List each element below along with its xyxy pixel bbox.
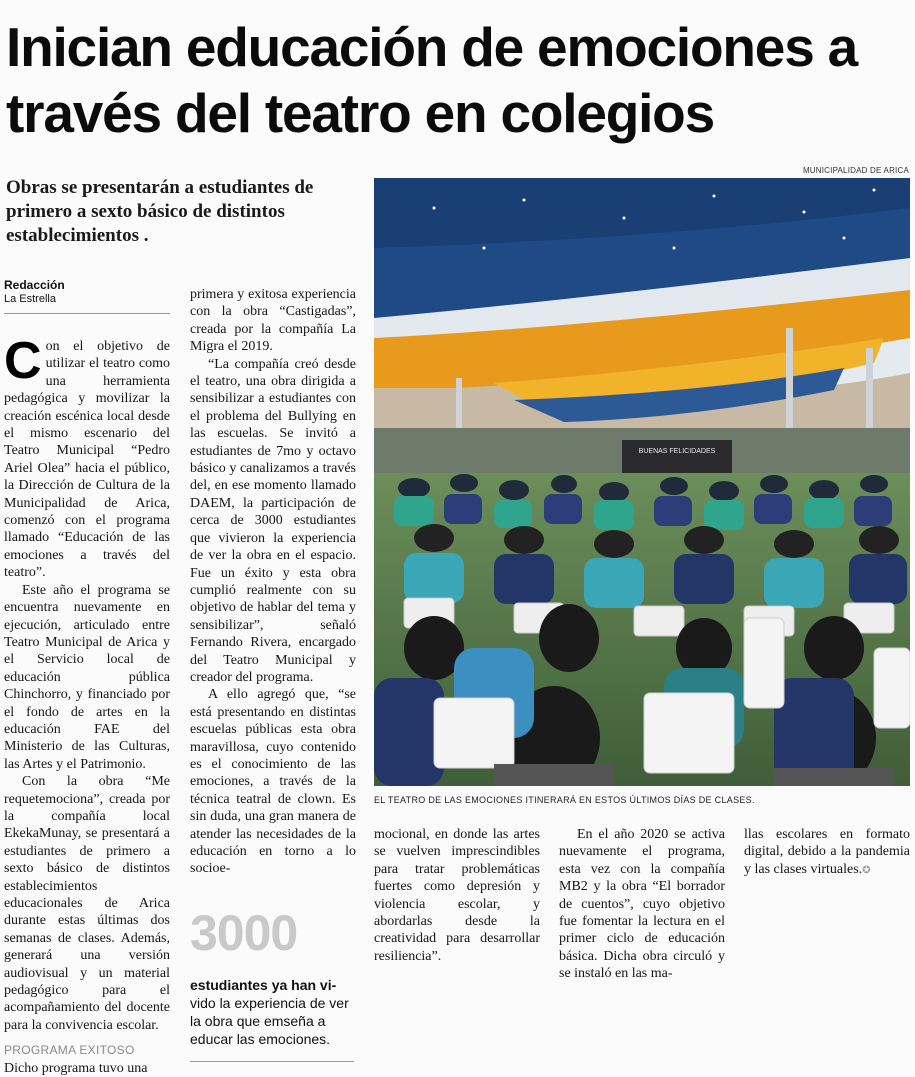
article-column-3: [374, 826, 540, 965]
column-rule-bottom-mid: [190, 1061, 354, 1062]
paragraph: Este año el programa se encuentra nuevamente en ejecución, articulado entre Teatro Municipal de Arica y el Servicio local de educación pública Chinchorro, y financiado por el fondo de artes en la educación FAE del Ministerio de las Culturas, las Artes y el Patrimonio.: [4, 582, 170, 772]
article-column-5: [744, 826, 910, 879]
paragraph: En el año 2020 se activa nuevamente el programa, esta vez con la compañía MB2 y la obra “El borrador de cuentos”, cuyo objetivo fue fomentar la lectura en el primer ciclo de educación básica. Dicha obra circuló y se instaló en las ma-: [559, 827, 725, 982]
column-rule-top-left: [4, 313, 170, 314]
paragraph: [4, 332, 170, 582]
drop-cap: C: [4, 332, 42, 390]
article-column-4: [559, 826, 725, 983]
section-subhead: PROGRAMA EXITOSO: [4, 1043, 135, 1058]
photo-credit: MUNICIPALIDAD DE ARICA: [802, 166, 909, 175]
highlight-rest: vido la experiencia de ver la obra que emseña a educar las emociones.: [190, 995, 349, 1047]
theater-audience-photo: [374, 178, 910, 786]
paragraph: Dicho programa tuvo una: [4, 1060, 148, 1076]
byline: [4, 278, 65, 306]
highlight-text: [190, 976, 360, 1048]
paragraph: primera y exitosa experiencia con la obra “Castigadas”, creada por la compañía La Migra el 2019.: [190, 287, 356, 355]
article-column-1: [4, 332, 170, 1077]
paragraph: “La compañía creó desde el teatro, una obra dirigida a sensibilizar a estudiantes con el problema del Bullying en las escuelas. Se invitó a estudiantes de 7mo y octavo básico y canalizamos a través del, en ese momento llamado DAEM, la participación de cerca de 3000 estudiantes que vivieron la experiencia de ver la obra en el espacio. Fue un éxito y esta obra cumplió realmente con su objetivo de hablar del tema y sensibilizar”, señaló Fernando Rivera, encargado del Teatro Municipal y creador del programa.: [190, 356, 356, 685]
end-mark-icon: ✪: [862, 864, 871, 876]
paragraph: A ello agregó que, “se está presentando en distintas escuelas públicas esta obra maravillosa, cuyo contenido es el conocimiento de las emociones, a través de la técnica teatral de clown. Es sin duda, una gran manera de atender las necesidades de la educación en torno a lo socioe-: [190, 687, 356, 877]
paragraph: [744, 826, 910, 879]
highlight-bold: estudiantes ya han vi-: [190, 977, 337, 993]
article-column-2: [190, 286, 356, 878]
deck-subtitle: Obras se presentarán a estudiantes de primero a sexto básico de distintos establecimientos .: [6, 177, 314, 246]
paragraph: mocional, en donde las artes se vuelven imprescindibles para tratar problemáticas fuertes como depresión y violencia escolar, y abordarlas desde la creatividad para desarrollar resiliencia”.: [374, 827, 540, 964]
stage-banner-text: BUENAS FELICIDADES: [638, 448, 716, 455]
byline-name: Redacción: [4, 278, 65, 292]
paragraph-text: llas escolares en formato digital, debido a la pandemia y las clases virtuales.: [744, 827, 910, 877]
paragraph: Con la obra “Me requetemociona”, creada por la compañía local EkekaMunay, se presentará a estudiantes de primero a sexto básico de distintos establecimientos educacionales de Arica durante estas últimas dos semanas de clases. Además, generará una versión audiovisual y un material pedagógico para el acompañamiento del docente para la convivencia escolar.: [4, 774, 170, 1033]
highlight-number: 3000: [190, 905, 298, 961]
byline-org: La Estrella: [4, 293, 56, 305]
photo-caption: EL TEATRO DE LAS EMOCIONES ITINERARÁ EN ESTOS ÚLTIMOS DÍAS DE CLASES.: [374, 795, 755, 805]
article-photo: [374, 178, 910, 786]
headline: Inician educación de emociones a través del teatro en colegios: [6, 16, 858, 144]
paragraph-text: on el objetivo de utilizar el teatro como una herramienta pedagógica y movilizar la creación escénica local desde el mismo escenario del Teatro Municipal “Pedro Ariel Olea” hacia el público, la Dirección de Cultura de la Municipalidad de Arica, comenzó con el programa llamado “Educación de las emociones a través del teatro”.: [4, 339, 170, 581]
